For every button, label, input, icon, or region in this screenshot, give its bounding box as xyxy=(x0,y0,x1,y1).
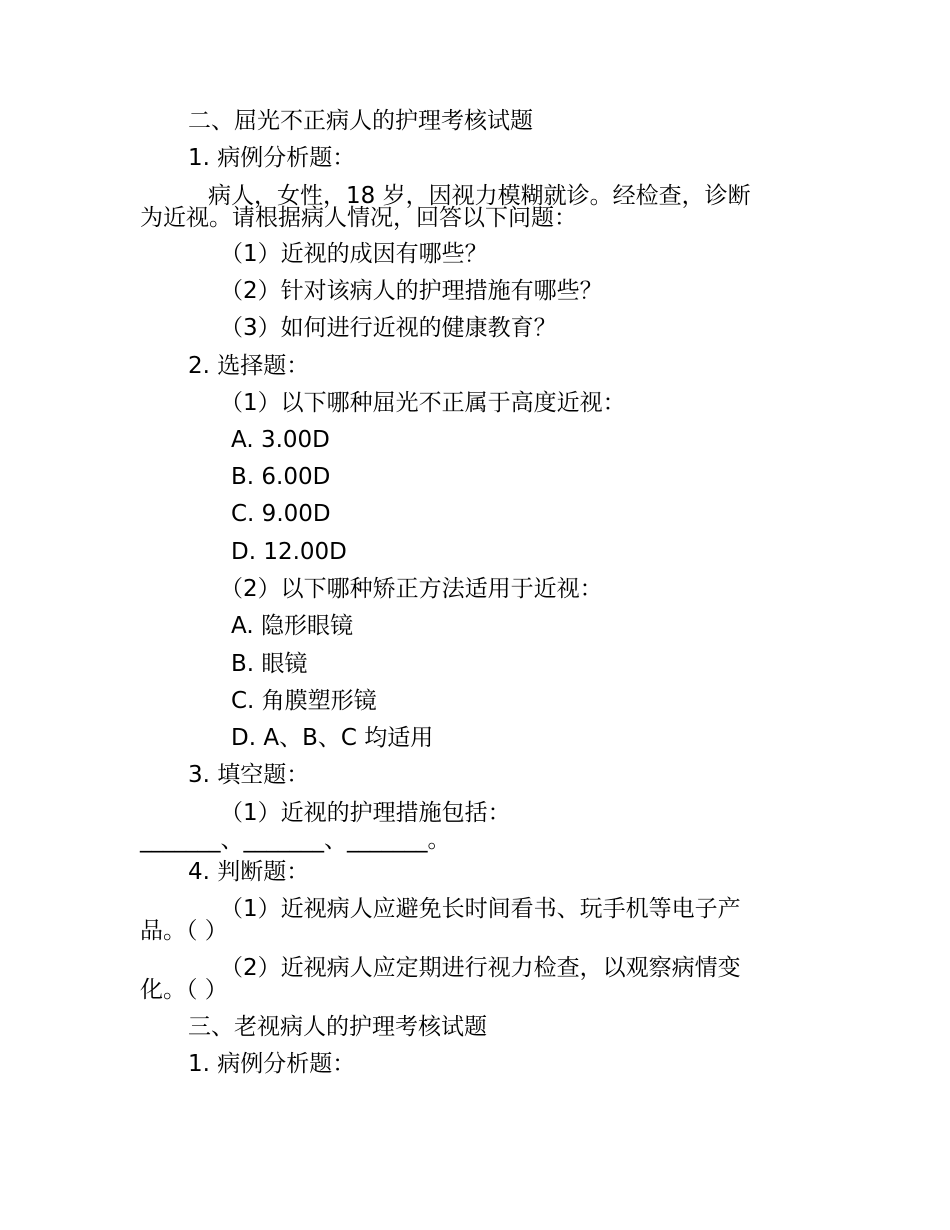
choice-item-2-stem: （2）以下哪种矫正方法适用于近视： xyxy=(220,576,603,602)
fill-item-1-line-1: （1）近视的护理措施包括： xyxy=(220,800,511,826)
choice-item-2-option-c: C. 角膜塑形镜 xyxy=(231,688,377,714)
choice-item-1-option-d: D. 12.00D xyxy=(231,539,347,565)
choice-item-1-option-a: A. 3.00D xyxy=(231,427,330,453)
judge-item-2-line-2: 化。（ ） xyxy=(140,977,228,1003)
question-3-heading: 3. 填空题： xyxy=(188,762,310,788)
choice-item-2-option-d: D. A、B、C 均适用 xyxy=(231,725,434,751)
case-subquestion-2: （2）针对该病人的护理措施有哪些？ xyxy=(220,278,603,304)
choice-item-1-stem: （1）以下哪种屈光不正属于高度近视： xyxy=(220,390,626,416)
choice-item-2-option-a: A. 隐形眼镜 xyxy=(231,613,353,639)
case-subquestion-1: （1）近视的成因有哪些？ xyxy=(220,241,488,267)
case-subquestion-3: （3）如何进行近视的健康教育？ xyxy=(220,315,557,341)
choice-item-1-option-c: C. 9.00D xyxy=(231,501,331,527)
question-4-heading: 4. 判断题： xyxy=(188,859,310,885)
section-3-question-1-heading: 1. 病例分析题： xyxy=(188,1051,356,1077)
judge-item-1-line-2: 品。（ ） xyxy=(140,918,228,944)
case-text-line-2: 为近视。请根据病人情况，回答以下问题： xyxy=(140,205,577,231)
section-2-title: 二、屈光不正病人的护理考核试题 xyxy=(188,108,533,134)
choice-item-1-option-b: B. 6.00D xyxy=(231,464,331,490)
judge-item-2-line-1: （2）近视病人应定期进行视力检查，以观察病情变 xyxy=(220,955,741,981)
question-2-heading: 2. 选择题： xyxy=(188,353,310,379)
judge-item-1-line-1: （1）近视病人应避免长时间看书、玩手机等电子产 xyxy=(220,896,741,922)
fill-item-1-blanks: _______、_______、_______。 xyxy=(140,827,451,853)
question-1-heading: 1. 病例分析题： xyxy=(188,145,356,171)
choice-item-2-option-b: B. 眼镜 xyxy=(231,651,308,677)
section-3-title: 三、老视病人的护理考核试题 xyxy=(188,1014,487,1040)
case-text-line-1: 病人，女性，18 岁，因视力模糊就诊。经检查，诊断 xyxy=(208,183,751,209)
